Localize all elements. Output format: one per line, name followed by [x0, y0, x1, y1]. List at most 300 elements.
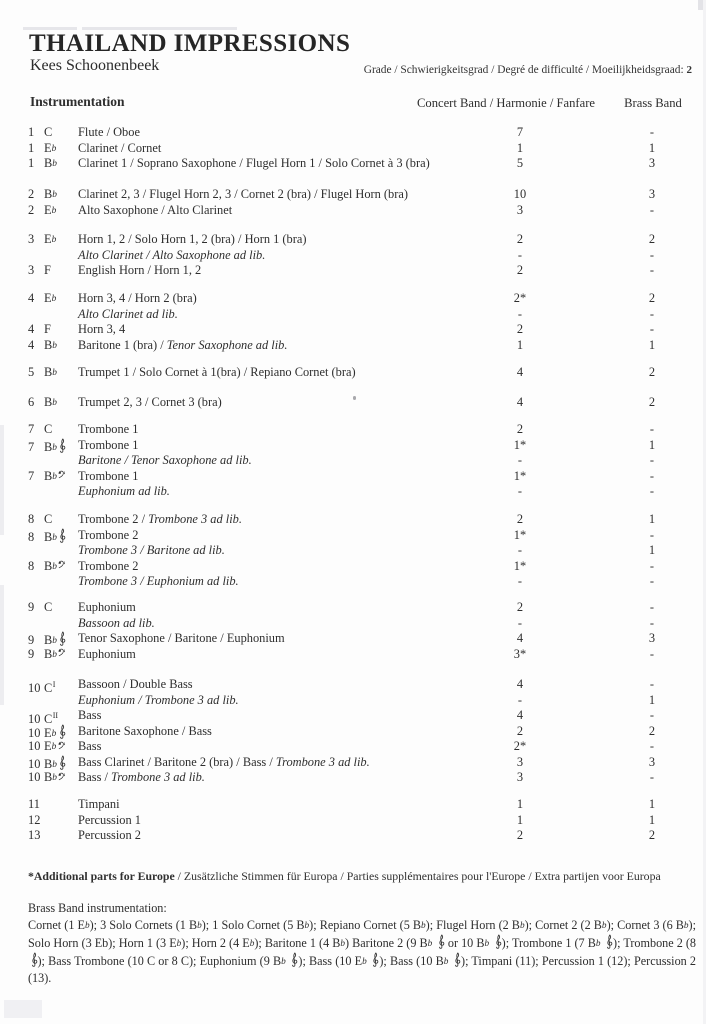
part-row: [0, 770, 706, 786]
part-row: [0, 724, 706, 740]
part-key: 7 Bb: [28, 438, 66, 456]
part-key: 10 $C^{II}$: [28, 711, 59, 726]
part-name-text: Bassoon / Double Bass: [78, 677, 193, 691]
part-number: 10: [28, 725, 41, 740]
part-name: [78, 263, 201, 279]
flat-sign: b: [51, 234, 57, 245]
bass-clef-icon: [58, 772, 65, 781]
part-name: [78, 187, 408, 203]
part-name: [78, 693, 239, 709]
concert-band-count: 2: [516, 828, 524, 842]
part-name-text: Baritone 1 (bra) /: [78, 337, 167, 352]
part-name: [78, 828, 141, 844]
composer-name: Kees Schoonenbeek: [30, 57, 160, 74]
part-name: [78, 125, 140, 141]
concert-band-count: 7: [516, 125, 524, 139]
flat-sign: b: [52, 367, 57, 378]
part-name: [78, 543, 225, 559]
part-key: 7 C: [28, 422, 53, 436]
part-key: 7 Bb: [28, 469, 65, 485]
brass-band-count: -: [649, 646, 655, 661]
part-name-text: Horn 3, 4: [78, 322, 126, 336]
treble-clef-icon: [605, 934, 613, 949]
part-name-text: Tenor Saxophone / Baritone / Euphonium: [78, 631, 285, 645]
flat-sign: b: [281, 957, 286, 968]
part-number: 7: [28, 422, 35, 436]
brass-band-count: 2: [648, 365, 656, 379]
brass-band-count: 2: [648, 232, 656, 246]
brass-band-count: -: [649, 558, 655, 573]
brass-band-count: 1: [648, 337, 656, 352]
part-key: 2 Eb: [28, 202, 57, 217]
concert-band-count: 1*: [513, 437, 527, 452]
part-name-text: Percussion 1: [78, 812, 141, 827]
part-number: 10: [28, 756, 41, 771]
part-name-italic: Trombone 3 ad lib.: [275, 754, 370, 769]
brass-band-count: 1: [648, 812, 656, 827]
brass-band-count: -: [649, 202, 655, 217]
part-row: [0, 438, 706, 454]
bass-clef-icon: [58, 648, 65, 657]
brass-band-count: -: [649, 770, 655, 784]
part-row: [0, 528, 706, 544]
part-row: [0, 631, 706, 647]
part-group: [0, 677, 706, 786]
part-name: [78, 203, 232, 219]
flat-sign: b: [51, 741, 57, 752]
concert-band-count: 3*: [513, 646, 527, 661]
part-key: [28, 828, 44, 844]
part-row: [0, 693, 706, 709]
brass-band-count: -: [649, 322, 655, 336]
concert-band-count: 2: [516, 422, 524, 436]
concert-band-count: 2: [516, 232, 524, 246]
flat-sign: b: [197, 920, 202, 931]
flat-sign: b: [304, 920, 310, 931]
concert-band-count: 1*: [513, 468, 527, 483]
part-name: [78, 156, 430, 172]
part-number: 6: [28, 395, 35, 409]
part-row: [0, 248, 706, 264]
part-key: 3 F: [28, 263, 51, 277]
part-name-text: Horn 1, 2 / Solo Horn 1, 2 (bra) / Horn 1 (bra): [78, 232, 307, 246]
concert-band-count: 1: [516, 140, 524, 155]
part-row: [0, 422, 706, 438]
bass-clef-icon: [58, 741, 65, 750]
treble-clef-icon: [453, 952, 461, 967]
part-key: 5 Bb: [28, 365, 57, 379]
part-name: [78, 708, 101, 724]
concert-band-count: 10: [513, 187, 527, 201]
concert-band-count: -: [517, 615, 523, 630]
brass-band-count: -: [649, 468, 655, 483]
flat-sign: b: [52, 759, 57, 770]
part-key: [28, 813, 44, 829]
part-name: [78, 631, 285, 647]
part-group: [0, 512, 706, 590]
part-number: 10: [28, 739, 41, 753]
part-name-text: Alto Saxophone / Alto Clarinet: [78, 202, 233, 217]
brass-band-count: -: [649, 739, 655, 753]
part-name-text: Bass: [78, 739, 102, 753]
part-row: [0, 647, 706, 663]
concert-band-count: 2: [516, 263, 524, 277]
part-name-text: Clarinet / Cornet: [78, 140, 162, 155]
part-number: 3: [28, 232, 35, 246]
concert-band-count: 1*: [513, 558, 527, 573]
part-name: [78, 677, 193, 693]
part-row: [0, 338, 706, 354]
flat-sign: b: [601, 920, 607, 931]
treble-clef-icon: [437, 934, 445, 949]
concert-band-count: 2*: [513, 739, 527, 753]
part-row: [0, 813, 706, 829]
part-name-text: Trombone 2 /: [78, 512, 149, 526]
part-group: [0, 797, 706, 844]
brass-band-count: -: [649, 677, 655, 691]
part-key: [28, 797, 44, 813]
part-row: [0, 755, 706, 771]
flat-sign: b: [249, 938, 255, 949]
flat-sign: b: [421, 920, 426, 931]
part-name: [78, 797, 120, 813]
brass-band-count: 1: [648, 437, 656, 452]
part-name: [78, 647, 136, 663]
part-name: [78, 438, 138, 454]
part-name: [78, 724, 212, 740]
concert-band-count: -: [517, 543, 523, 557]
part-key: 1 Eb: [28, 140, 57, 155]
part-name-italic: Euphonium ad lib.: [78, 484, 170, 498]
flat-sign: b: [51, 205, 57, 216]
part-name: [78, 248, 265, 264]
concert-band-count: 1: [516, 337, 524, 352]
footnote: [28, 869, 661, 884]
part-row: [0, 156, 706, 172]
part-number: 5: [28, 365, 35, 379]
part-name-text: Baritone Saxophone / Bass: [78, 723, 212, 738]
grade-value: 2: [686, 64, 692, 76]
part-row: [0, 187, 706, 203]
treble-clef-icon: [290, 952, 298, 967]
part-row: [0, 125, 706, 141]
brass-band-count: -: [649, 708, 655, 722]
flat-sign: b: [362, 957, 367, 968]
flat-sign: b: [52, 397, 57, 408]
part-name-text: Bass Clarinet / Baritone 2 (bra) / Bass /: [78, 754, 276, 769]
part-name: [78, 559, 138, 575]
part-row: [0, 263, 706, 279]
part-key: 3 Eb: [28, 232, 57, 246]
part-group: [0, 422, 706, 500]
part-number: 8: [28, 512, 35, 526]
flat-sign: b: [51, 293, 57, 304]
part-number: 1: [28, 156, 35, 170]
concert-band-count: 2*: [513, 291, 527, 305]
part-key: 1 Bb: [28, 156, 57, 170]
part-number: 2: [28, 202, 35, 217]
part-name: [78, 365, 356, 381]
concert-band-count: -: [517, 306, 523, 321]
part-name: [78, 574, 239, 590]
concert-band-count: -: [517, 453, 523, 467]
part-name: [78, 469, 138, 485]
flat-sign: b: [52, 561, 57, 572]
flat-sign: b: [52, 471, 57, 482]
part-group: [0, 600, 706, 662]
part-row: [0, 395, 706, 411]
part-name-text: Trumpet 1 / Solo Cornet à 1(bra) / Repiano Cornet (bra): [78, 365, 356, 379]
part-name-text: Euphonium: [78, 600, 136, 614]
key-superscript: II: [52, 711, 59, 720]
brass-band-count: -: [649, 247, 655, 262]
part-name: [78, 232, 307, 248]
flat-sign: b: [52, 340, 57, 351]
part-row: [0, 307, 706, 323]
brass-band-column-header: Brass Band: [624, 96, 682, 110]
part-number: 4: [28, 291, 35, 305]
part-name-italic: Euphonium /: [78, 692, 145, 707]
flat-sign: b: [52, 635, 57, 646]
concert-band-count: 4: [516, 365, 524, 379]
brass-band-count: 2: [648, 291, 656, 305]
part-row: [0, 797, 706, 813]
brass-band-count: -: [649, 306, 655, 321]
part-name-text: Trombone 2: [78, 527, 139, 542]
part-name-italic: Baritone / Tenor Saxophone ad lib.: [78, 453, 252, 467]
part-group: [0, 187, 706, 218]
part-key: 10 Eb: [28, 724, 66, 742]
brass-band-count: -: [649, 453, 655, 467]
part-name: [78, 770, 205, 786]
part-key: 8 Bb: [28, 528, 66, 546]
bass-clef-icon: [58, 470, 65, 479]
part-row: [0, 232, 706, 248]
part-key: 4 F: [28, 322, 51, 336]
brass-band-count: -: [649, 263, 655, 277]
brass-band-count: 2: [648, 395, 656, 409]
brass-band-count: 3: [648, 187, 656, 201]
flat-sign: b: [595, 938, 601, 949]
brass-band-count: 2: [648, 723, 656, 738]
part-number: 7: [28, 439, 35, 454]
part-name: [78, 528, 138, 544]
concert-band-count: 2: [516, 600, 524, 614]
concert-band-count: 3: [516, 770, 524, 784]
flat-sign: b: [519, 920, 525, 931]
part-name-italic: Trombone 3 / Euphonium ad lib.: [78, 574, 239, 588]
part-name-italic: Trombone 3 ad lib.: [144, 692, 239, 707]
part-name: [78, 616, 155, 632]
part-name: [78, 307, 178, 323]
concert-band-count: -: [517, 574, 523, 588]
part-key: 8 C: [28, 512, 53, 526]
part-key: 9 C: [28, 600, 53, 614]
concert-band-count: 3: [516, 754, 524, 769]
flat-sign: b: [52, 649, 57, 660]
part-number: 13: [28, 828, 41, 842]
part-number: 12: [28, 812, 41, 827]
part-key: 9 Bb: [28, 647, 65, 663]
part-name-italic: Trombone 3 ad lib.: [111, 770, 205, 784]
part-name-text: Trumpet 2, 3 / Cornet 3 (bra): [78, 395, 222, 409]
concert-band-count: 1*: [513, 527, 527, 542]
part-key: 8 Bb: [28, 559, 65, 575]
part-row: [0, 512, 706, 528]
treble-clef-icon: [371, 952, 379, 967]
concert-band-count: 4: [516, 677, 524, 691]
part-name: [78, 600, 136, 616]
concert-band-count: 3: [516, 202, 524, 217]
treble-clef-icon: [58, 438, 66, 453]
part-row: [0, 365, 706, 381]
part-name: [78, 755, 370, 771]
part-name-text: Clarinet 2, 3 / Flugel Horn 2, 3 / Cornet 2 (bra) / Flugel Horn (bra): [78, 187, 409, 201]
brass-band-count: -: [649, 615, 655, 630]
treble-clef-icon: [58, 528, 66, 543]
part-key: 2 Bb: [28, 187, 57, 201]
treble-clef-icon: [30, 952, 38, 967]
part-name-italic: Bassoon ad lib.: [78, 615, 155, 630]
part-name: [78, 453, 252, 469]
part-key: 9 Bb: [28, 631, 66, 649]
part-name: [78, 291, 197, 307]
brass-band-count: 1: [648, 692, 656, 707]
part-name-italic: Trombone 3 / Baritone ad lib.: [78, 543, 225, 557]
part-number: 9: [28, 633, 35, 647]
part-number: 10: [28, 770, 41, 784]
brass-band-count: 1: [648, 512, 656, 526]
part-key: 4 Bb: [28, 337, 57, 352]
flat-sign: b: [52, 772, 57, 783]
concert-band-count: -: [517, 692, 523, 707]
flat-sign: b: [427, 938, 433, 949]
concert-band-count: 1: [516, 797, 524, 811]
part-number: 9: [28, 600, 35, 614]
concert-band-count: -: [517, 484, 523, 498]
part-name-text: Trombone 1: [78, 437, 139, 452]
part-key: 6 Bb: [28, 395, 57, 409]
part-name-text: Bass: [78, 708, 102, 722]
flat-sign: b: [52, 442, 57, 453]
brass-band-count: -: [649, 600, 655, 614]
part-row: [0, 141, 706, 157]
part-name-text: English Horn / Horn 1, 2: [78, 263, 202, 277]
concert-band-count: 4: [516, 395, 524, 409]
brass-band-count: 2: [648, 828, 656, 842]
grade-label: Grade / Schwierigkeitsgrad / Degré de difficulté / Moeilijkheidsgraad:: [363, 64, 684, 76]
part-name: [78, 739, 101, 755]
part-row: [0, 574, 706, 590]
footnote-bold: *Additional parts for Europe: [28, 869, 175, 883]
brass-band-count: -: [649, 574, 655, 588]
flat-sign: b: [340, 938, 345, 949]
flat-sign: b: [52, 158, 57, 169]
treble-clef-icon: [58, 755, 66, 770]
part-name: [78, 512, 242, 528]
brass-band-count: 3: [648, 754, 656, 769]
part-name-italic: Tenor Saxophone ad lib.: [166, 337, 288, 352]
flat-sign: b: [51, 728, 57, 739]
concert-band-column-header: Concert Band / Harmonie / Fanfare: [417, 96, 596, 110]
part-row: [0, 469, 706, 485]
part-number: 10: [28, 681, 41, 695]
part-name-text: Trombone 1: [78, 422, 139, 436]
part-key: 10 Bb: [28, 755, 66, 773]
footnote-rest: / Zusätzliche Stimmen für Europa / Parties supplémentaires pour l'Europe / Extra partijen voor Europa: [174, 869, 661, 883]
part-name: [78, 395, 222, 411]
part-row: [0, 739, 706, 755]
concert-band-count: 2: [516, 322, 524, 336]
part-number: 2: [28, 187, 35, 201]
part-group: [0, 291, 706, 353]
concert-band-count: 2: [516, 723, 524, 738]
part-name-text: Percussion 2: [78, 828, 141, 842]
brass-band-text: Cornet (1 Eb); 3 Solo Cornets (1 Bb); 1 Solo Cornet (5 Bb); Repiano Cornet (5 Bb); Flugel Horn (2 Bb); Cornet 2 (2 Bb); Cornet 3 (6 Bb); Solo Horn (3 Eb); Horn 1 (3 Eb); Horn 2 (4 Eb); Baritone 1 (4 Bb) Baritone 2 (9 Bb or 10 Bb ); Trombone 1 (7 Bb ); Trombone 2 (8 ); Bass Trombone (10 C or 8 C); Euphonium (9 Bb ); Bass (10 Eb ); Bass (10 Bb ); Timpani (11); Percussion 1 (12); Percussion 2 (13).: [28, 918, 697, 986]
part-number: 1: [28, 140, 35, 155]
brass-band-count: -: [649, 422, 655, 436]
part-name-text: Clarinet 1 / Soprano Saxophone / Flugel Horn 1 / Solo Cornet à 3 (bra): [78, 156, 430, 170]
brass-band-count: -: [649, 527, 655, 542]
flat-sign: b: [84, 920, 90, 931]
concert-band-count: 2: [516, 512, 524, 526]
part-name: [78, 813, 141, 829]
part-number: 4: [28, 337, 35, 352]
brass-band-count: 3: [648, 631, 656, 645]
part-number: 7: [28, 468, 35, 483]
treble-clef-icon: [58, 631, 66, 646]
part-key: 10 Eb: [28, 739, 65, 755]
part-number: 8: [28, 558, 35, 573]
brass-band-count: -: [649, 484, 655, 498]
part-number: 8: [28, 529, 35, 544]
flat-sign: b: [176, 938, 182, 949]
part-name: [78, 484, 170, 500]
part-row: [0, 203, 706, 219]
part-name-text: Trombone 1: [78, 468, 139, 483]
part-name-text: Bass /: [78, 770, 112, 784]
part-name: [78, 422, 138, 438]
page-title: THAILAND IMPRESSIONS: [29, 30, 351, 57]
part-name-text: Flute / Oboe: [78, 125, 140, 139]
brass-band-count: 1: [648, 797, 656, 811]
part-number: 10: [28, 712, 41, 726]
part-name-text: Trombone 2: [78, 558, 139, 573]
flat-sign: b: [52, 532, 57, 543]
part-row: [0, 484, 706, 500]
part-group: [0, 125, 706, 172]
brass-band-count: 3: [648, 156, 656, 170]
part-row: [0, 322, 706, 338]
part-group: [0, 232, 706, 279]
flat-sign: b: [443, 957, 449, 968]
part-number: 11: [28, 797, 40, 811]
part-row: [0, 616, 706, 632]
concert-band-count: -: [517, 247, 523, 262]
part-name: [78, 141, 161, 157]
concert-band-count: 4: [516, 708, 524, 722]
part-row: [0, 600, 706, 616]
concert-band-count: 4: [516, 631, 524, 645]
part-name-italic: Alto Clarinet / Alto Saxophone ad lib.: [78, 247, 266, 262]
concert-band-count: 5: [516, 156, 524, 170]
section-heading: Instrumentation: [30, 94, 125, 109]
part-key: 1 C: [28, 125, 53, 139]
part-name: [78, 338, 287, 354]
flat-sign: b: [51, 143, 57, 154]
part-name-italic: Trombone 3 ad lib.: [148, 512, 242, 526]
part-number: 1: [28, 125, 35, 139]
